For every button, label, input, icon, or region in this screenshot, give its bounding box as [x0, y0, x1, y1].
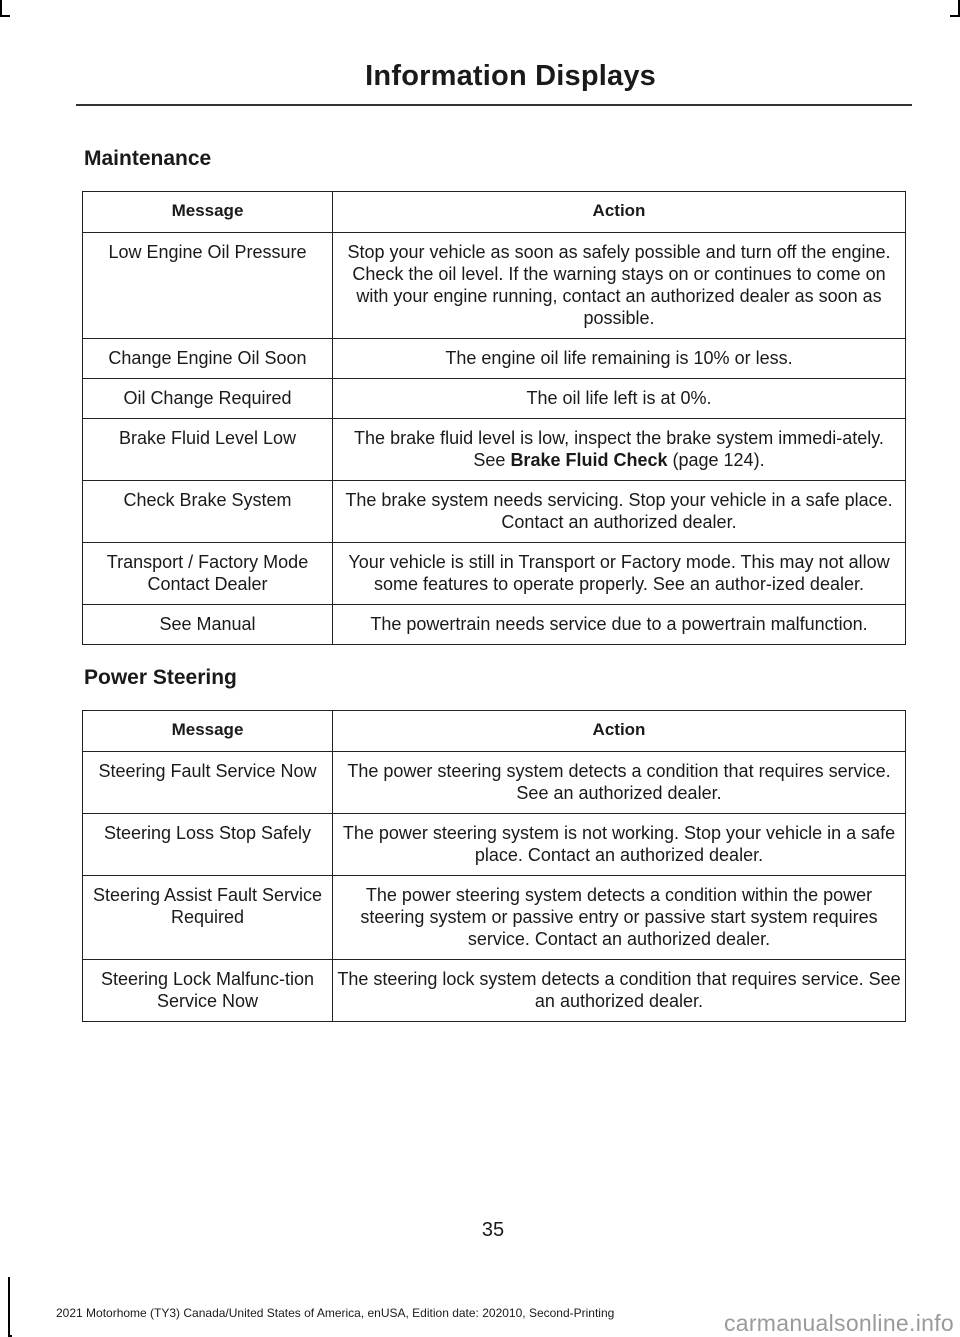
action-cell: The brake system needs servicing. Stop your vehicle in a safe place. Contact an authorized dealer.: [333, 481, 906, 543]
table-row: [83, 752, 906, 814]
message-cell: Steering Assist Fault Service Required: [83, 876, 333, 960]
action-cell: The powertrain needs service due to a powertrain malfunction.: [333, 605, 906, 645]
message-cell: Check Brake System: [83, 481, 333, 543]
page-title: Information Displays: [365, 60, 656, 92]
crop-mark: [0, 0, 2, 15]
message-cell: Low Engine Oil Pressure: [83, 233, 333, 339]
crop-mark: [0, 15, 10, 17]
action-cell: The power steering system detects a condition within the power steering system or passive entry or passive start system requires service. Contact an authorized dealer.: [333, 876, 906, 960]
crop-mark: [950, 15, 960, 17]
action-cell: The power steering system is not working. Stop your vehicle in a safe place. Contact an authorized dealer.: [333, 814, 906, 876]
column-header-action: Action: [333, 711, 906, 752]
table-row: [83, 960, 906, 1022]
action-page-ref: (page 124).: [667, 450, 765, 470]
table-row: [83, 543, 906, 605]
column-header-message: Message: [83, 711, 333, 752]
action-cell: The steering lock system detects a condition that requires service. See an authorized dealer.: [333, 960, 906, 1022]
action-cell: Stop your vehicle as soon as safely possible and turn off the engine. Check the oil level. If the warning stays on or continues to come on with your engine running, contact an authorized dealer as soon as possible.: [333, 233, 906, 339]
table-row: [83, 419, 906, 481]
table-row: [83, 481, 906, 543]
table-row: [83, 876, 906, 960]
action-cell: [333, 419, 906, 481]
message-cell: Brake Fluid Level Low: [83, 419, 333, 481]
action-cell: The power steering system detects a condition that requires service. See an authorized dealer.: [333, 752, 906, 814]
maintenance-table: [82, 191, 906, 645]
message-cell: Change Engine Oil Soon: [83, 339, 333, 379]
message-cell: Steering Fault Service Now: [83, 752, 333, 814]
action-cell: The oil life left is at 0%.: [333, 379, 906, 419]
table-header-row: [83, 192, 906, 233]
crop-mark: [8, 1277, 10, 1337]
table-row: [83, 379, 906, 419]
table-row: [83, 605, 906, 645]
action-cell: The engine oil life remaining is 10% or less.: [333, 339, 906, 379]
column-header-action: Action: [333, 192, 906, 233]
table-row: [83, 814, 906, 876]
power-steering-table: [82, 710, 906, 1022]
header-divider: [76, 104, 912, 106]
table-header-row: [83, 711, 906, 752]
action-cell: Your vehicle is still in Transport or Factory mode. This may not allow some features to operate properly. See an author-ized dealer.: [333, 543, 906, 605]
message-cell: See Manual: [83, 605, 333, 645]
table-row: [83, 339, 906, 379]
footer-edition-info: 2021 Motorhome (TY3) Canada/United States of America, enUSA, Edition date: 202010, Second-Printing: [56, 1306, 615, 1320]
table-row: [83, 233, 906, 339]
page-number: 35: [481, 1219, 505, 1241]
maintenance-heading: Maintenance: [84, 147, 212, 170]
power-steering-heading: Power Steering: [84, 666, 237, 689]
message-cell: Oil Change Required: [83, 379, 333, 419]
brake-fluid-check-link[interactable]: Brake Fluid Check: [510, 450, 668, 470]
message-cell: Transport / Factory Mode Contact Dealer: [83, 543, 333, 605]
watermark: carmanualsonline.info: [723, 1310, 954, 1336]
message-cell: Steering Lock Malfunc-tion Service Now: [83, 960, 333, 1022]
action-text: The brake fluid level is low, inspect the brake system immedi-ately. See: [354, 428, 884, 470]
column-header-message: Message: [83, 192, 333, 233]
message-cell: Steering Loss Stop Safely: [83, 814, 333, 876]
